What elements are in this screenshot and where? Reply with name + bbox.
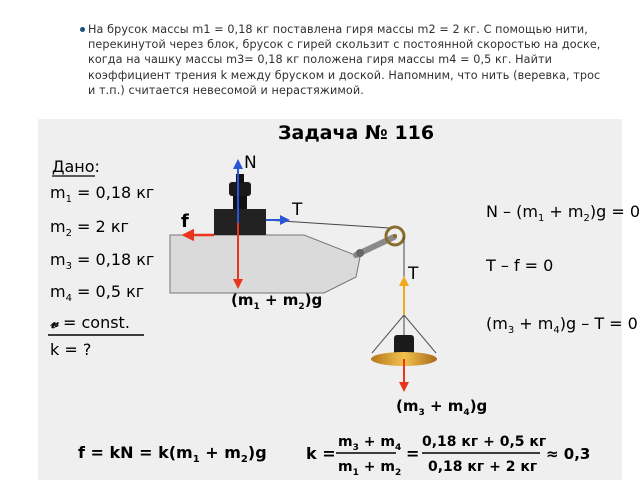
block-m1: [214, 209, 266, 235]
given-m2: $m_2 = 2$ кг: [50, 217, 129, 239]
given-m1: $m_1 = 0,18$ кг: [50, 183, 155, 205]
slide-title: Задача № 116: [278, 122, 435, 144]
given-heading: Дано:: [52, 157, 100, 176]
problem-text: На брусок массы m1 = 0,18 кг поставлена гиря массы m2 = 2 кг. С помощью нити, перекинутой через блок, брусок с гирей скользит с постоянной скоростью на доске, когда на чашку массы m3= 0,18 кг положена гиря массы m4 = 0,5 кг. Найти коэффициент трения k между бруском и доской. Напомним, что нить (веревка, трос и т.п.) считается невесомой и нерастяжимой.: [88, 23, 601, 97]
label-m1-m2-g: $(m_1 + m_2)g$: [231, 291, 323, 312]
formula-k-den2: 0,18 кг + 2 кг: [428, 459, 538, 475]
formula-k-result: ≈ 0,3: [546, 445, 591, 463]
slide-drawing: [38, 119, 640, 480]
formula-friction: f = kN = $k(m_1 + m_2)g$: [78, 443, 267, 465]
label-f: f: [181, 211, 189, 232]
label-T-top: T: [292, 200, 303, 220]
string-horizontal: [266, 220, 389, 228]
equation-2: T – f = 0: [486, 256, 554, 275]
formula-k-lhs: k =: [306, 444, 336, 463]
find-k: k = ?: [50, 340, 92, 359]
label-N: N: [244, 153, 257, 173]
label-T-right: T: [408, 264, 419, 284]
slide-image: [38, 119, 640, 480]
given-m4: $m_4 = 0,5$ кг: [50, 282, 145, 304]
table-board: [170, 235, 360, 293]
pulley-bolt: [356, 249, 364, 257]
formula-k-den1: $m_1 + m_2$: [338, 459, 402, 478]
given-velocity: 𝓋 = const.: [50, 313, 130, 332]
formula-k-num1: $m_3 + m_4$: [338, 434, 402, 453]
weight-m2: [229, 182, 251, 196]
equation-1: $N - (m_1 + m_2)g = 0$: [486, 202, 640, 224]
problem-statement: [88, 22, 608, 98]
label-m3-m4-g: $(m_3 + m_4)g$: [396, 397, 488, 418]
bullet-dot: [80, 27, 85, 32]
equation-3: $(m_3 + m_4)g - T = 0$: [486, 314, 638, 336]
given-m3: $m_3 = 0,18$ кг: [50, 250, 155, 272]
formula-k-equals: =: [406, 444, 420, 463]
pulley-axle: [393, 234, 397, 238]
formula-k-num2: 0,18 кг + 0,5 кг: [422, 434, 547, 450]
weight-m2-base: [233, 195, 247, 209]
